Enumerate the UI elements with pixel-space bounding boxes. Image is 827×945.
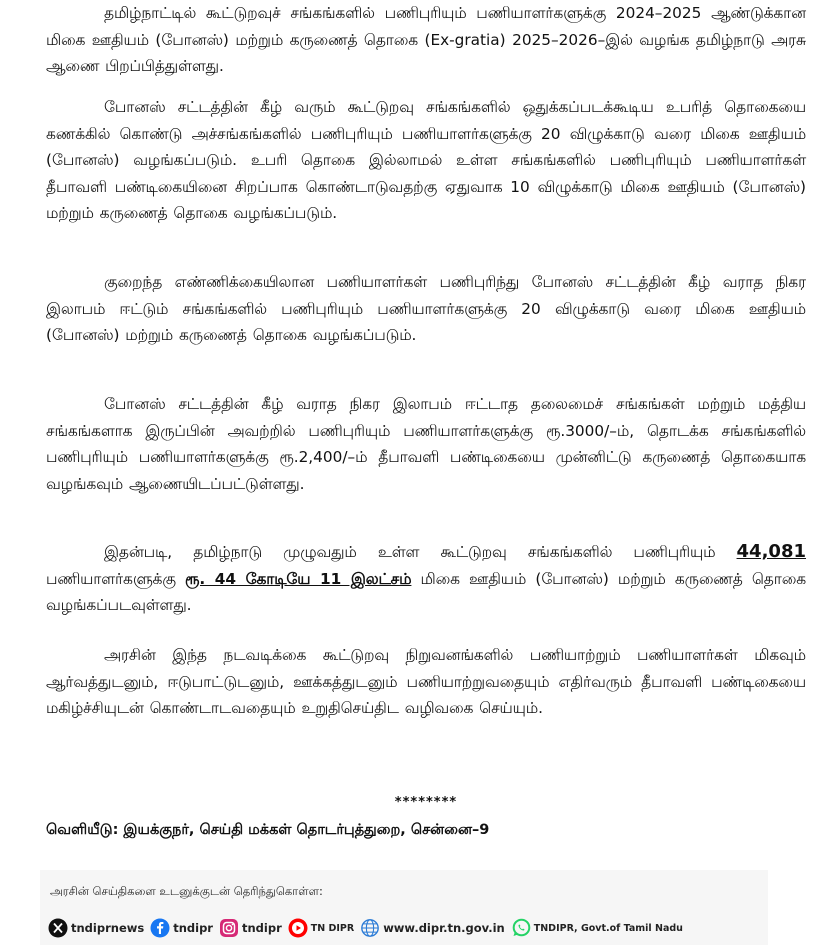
footer-caption: அரசின் செய்திகளை உடனுக்குடன் தெரிந்துகொள்ள:: [50, 884, 323, 898]
facebook-icon: [150, 918, 170, 938]
x-icon: [48, 918, 68, 938]
social-link-x[interactable]: [48, 918, 144, 938]
social-label: www.dipr.tn.gov.in: [383, 921, 505, 935]
youtube-icon: [288, 918, 308, 938]
instagram-icon: [219, 918, 239, 938]
social-links: [48, 918, 683, 938]
employee-count: 44,081: [736, 541, 806, 562]
social-label: tndipr: [173, 921, 213, 935]
social-link-instagram[interactable]: [219, 918, 282, 938]
social-link-facebook[interactable]: [150, 918, 213, 938]
social-link-youtube[interactable]: [288, 918, 354, 938]
social-label: tndiprnews: [71, 921, 145, 935]
total-amount: ரூ. 44 கோடியே 11 இலட்சம்: [184, 569, 412, 588]
release-credit: வெளியீடு: இயக்குநர், செய்தி மக்கள் தொடர்புத்துறை, சென்னை–9: [46, 822, 490, 838]
social-label: tndipr: [241, 921, 282, 935]
social-label: TNDIPR, Govt.of Tamil Nadu: [533, 922, 683, 934]
paragraph-ex-gratia-amounts: போனஸ் சட்டத்தின் கீழ் வராத நிகர இலாபம் ஈட்டாத தலைமைச் சங்கங்கள் மற்றும் மத்திய சங்கங்களாக இருப்பின் அவற்றில் பணிபுரியும் பணியாளர்களுக்கு ரூ.3000/–ம், தொடக்க சங்கங்களில் பணிபுரியும் பணியாளர்களுக்கு ரூ.2,400/–ம் தீபாவளி பண்டிகையை முன்னிட்டு கருணைத் தொகையாக வழங்கவும் ஆணையிடப்பட்டுள்ளது.: [46, 395, 806, 493]
text-segment: இதன்படி, தமிழ்நாடு முழுவதும் உள்ள கூட்டுறவு சங்கங்களில் பணிபுரியும்: [104, 543, 737, 561]
text-segment: பணியாளர்களுக்கு: [46, 569, 185, 588]
paragraph-order-announcement: தமிழ்நாட்டில் கூட்டுறவுச் சங்கங்களில் பணிபுரியும் பணியாளர்களுக்கு 2024–2025 ஆண்டுக்கான மிகை ஊதியம் (போனஸ்) மற்றும் கருணைத் தொகை (Ex-gratia) 2025–2026–இல் வழங்க தமிழ்நாடு அரசு ஆணை பிறப்பித்துள்ளது.: [46, 4, 806, 75]
globe-icon: [360, 918, 380, 938]
footer-banner: [40, 870, 768, 945]
paragraph-bonus-act-societies: போனஸ் சட்டத்தின் கீழ் வரும் கூட்டுறவு சங்கங்களில் ஒதுக்கப்படக்கூடிய உபரித் தொகையை கணக்கில் கொண்டு அச்சங்கங்களில் பணிபுரியும் பணியாளர்களுக்கு 20 விழுக்காடு வரை மிகை ஊதியம் (போனஸ்) வழங்கப்படும். உபரி தொகை இல்லாமல் உள்ள சங்கங்களில் பணிபுரியும் பணியாளர்கள் தீபாவளி பண்டிகையினை சிறப்பாக கொண்டாடுவதற்கு ஏதுவாக 10 விழுக்காடு மிகை ஊதியம் (போனஸ்) மற்றும் கருணைத் தொகை வழங்கப்படும்.: [46, 98, 806, 222]
paragraph-conclusion: அரசின் இந்த நடவடிக்கை கூட்டுறவு நிறுவனங்களில் பணியாற்றும் பணியாளர்கள் மிகவும் ஆர்வத்துடனும், ஈடுபாட்டுடனும், ஊக்கத்துடனும் பணியாற்றுவதையும் எதிர்வரும் தீபாவளி பண்டிகையை மகிழ்ச்சியுடன் கொண்டாடவதையும் உறுதிசெய்திட வழிவகை செய்யும்.: [46, 646, 806, 717]
paragraph-small-societies: குறைந்த எண்ணிக்கையிலான பணியாளர்கள் பணிபுரிந்து போனஸ் சட்டத்தின் கீழ் வராத நிகர இலாபம் ஈட்டும் சங்கங்களில் பணிபுரியும் பணியாளர்களுக்கு 20 விழுக்காடு வரை மிகை ஊதியம் (போனஸ்) மற்றும் கருணைத் தொகை வழங்கப்படும்.: [46, 273, 806, 344]
social-link-website[interactable]: [360, 918, 505, 938]
separator-stars: ********: [394, 795, 458, 810]
whatsapp-icon: [511, 918, 531, 938]
paragraph-total-beneficiaries: [46, 539, 806, 619]
social-label: TN DIPR: [310, 922, 355, 934]
social-link-whatsapp[interactable]: [511, 918, 683, 938]
text-segment: மிகை ஊதியம் (போனஸ்) மற்றும் கருணைத் தொகை வழங்கப்படவுள்ளது.: [46, 569, 806, 614]
